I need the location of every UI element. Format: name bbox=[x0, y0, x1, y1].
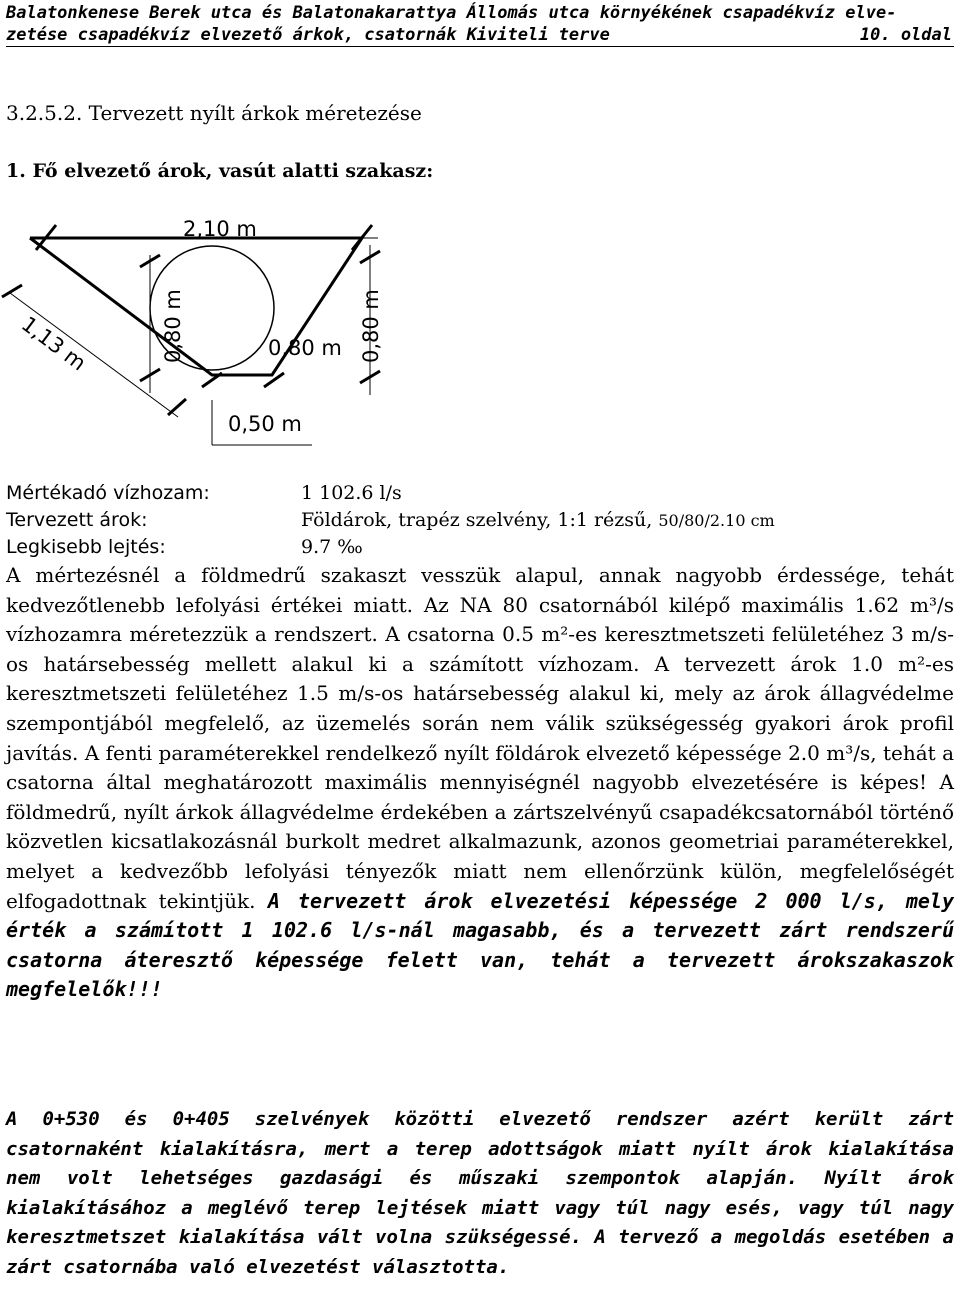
capacity-conclusion-text: A tervezett árok elvezetési képessége 2 000 l/s, mely érték a számított 1 102.6 l/s-nál magasabb, és a tervezett zárt rendszerű csatorna áteresztő képessége felett van, tehát a tervezett árokszakaszok megfelelők!!! bbox=[6, 888, 954, 1002]
cross-section-drawing bbox=[0, 205, 420, 455]
closed-channel-justification: A 0+530 és 0+405 szelvények közötti elvezető rendszer azért került zárt csatornaként kialakításra, mert a terep adottságok miatt nyílt árok kialakítása nem volt lehetséges gazdasági és műszaki szempontok alapján. Nyílt árok kialakításához a meglévő terep lejtések miatt vagy túl nagy esés, vagy túl nagy keresztmetszet kialakítása vált volna szükségessé. A tervező a megoldás esetében a zárt csatornába való elvezetést választotta. bbox=[6, 1108, 954, 1278]
design-explanation-paragraph bbox=[6, 561, 954, 1005]
header-title-line1: Balatonkenese Berek utca és Balatonakarattya Állomás utca környékének csapadékvíz elve- bbox=[6, 3, 897, 23]
header-row2 bbox=[6, 24, 954, 47]
param-row bbox=[6, 534, 954, 561]
ditch-cross-section-figure bbox=[0, 205, 420, 455]
param-value: Földárok, trapéz szelvény, 1:1 rézsű, 50/80/2.10 cm bbox=[301, 509, 775, 531]
param-label: Legkisebb lejtés: bbox=[6, 536, 166, 558]
param-row bbox=[6, 480, 954, 507]
page-number: 10. oldal bbox=[859, 25, 952, 45]
page-header bbox=[6, 2, 954, 47]
height-right-label: 0,80 m bbox=[359, 289, 383, 363]
diameter-label: 0,80 m bbox=[268, 336, 342, 360]
section-title: 3.2.5.2. Tervezett nyílt árkok méretezése bbox=[6, 101, 422, 125]
explanation-text: A mértezésnél a földmedrű szakaszt vesszük alapul, annak nagyobb érdessége, tehát kedvezőtlenebb lefolyási értékei miatt. Az NA 80 csatornából kilépő maximális 1.62 m³/s vízhozamra méretezzük a rendszert. A csatorna 0.5 m²-es keresztmetszeti felületéhez 3 m/s-os határsebesség mellett alakul ki a számított vízhozam. A tervezett árok 1.0 m²-es keresztmetszeti felületéhez 1.5 m/s-os határsebesség alakul ki, mely az árok állagvédelme szempontjából megfelelő, az üzemelés során nem válik szükségesség gyakori árok profil javítás. A fenti paraméterekkel rendelkező nyílt földárok elvezető képessége 2.0 m³/s, tehát a csatorna által meghatározott maximális mennyiségnél nagyobb elvezetésére is képes! A földmedrű, nyílt árkok állagvédelme érdekében a zártszelvényű csapadékcsatornából történő közvetlen kicsatlakozásnál burkolt medret alkalmazunk, azonos geometriai paraméterekkel, melyet a kedvezőbb lefolyási tényezők miatt nem ellenőrzünk külön, megfelelőségét elfogadottnak tekintjük. bbox=[6, 563, 954, 913]
slope-dimension-line bbox=[10, 293, 178, 417]
height-left-label: 0,80 m bbox=[161, 289, 185, 363]
param-label: Tervezett árok: bbox=[6, 509, 148, 531]
bottom-width-label: 0,50 m bbox=[228, 412, 302, 436]
param-value: 9.7 ‰ bbox=[301, 536, 363, 558]
param-label: Mértékadó vízhozam: bbox=[6, 482, 210, 504]
slope-length-label: 1,13 m bbox=[16, 311, 91, 376]
design-parameters bbox=[6, 480, 954, 561]
subsection-title: 1. Fő elvezető árok, vasút alatti szakasz: bbox=[6, 160, 434, 182]
param-value: 1 102.6 l/s bbox=[301, 482, 402, 504]
param-row bbox=[6, 507, 954, 534]
header-title-line2: zetése csapadékvíz elvezető árkok, csatornák Kiviteli terve bbox=[6, 25, 610, 45]
top-width-label: 2,10 m bbox=[183, 217, 257, 241]
